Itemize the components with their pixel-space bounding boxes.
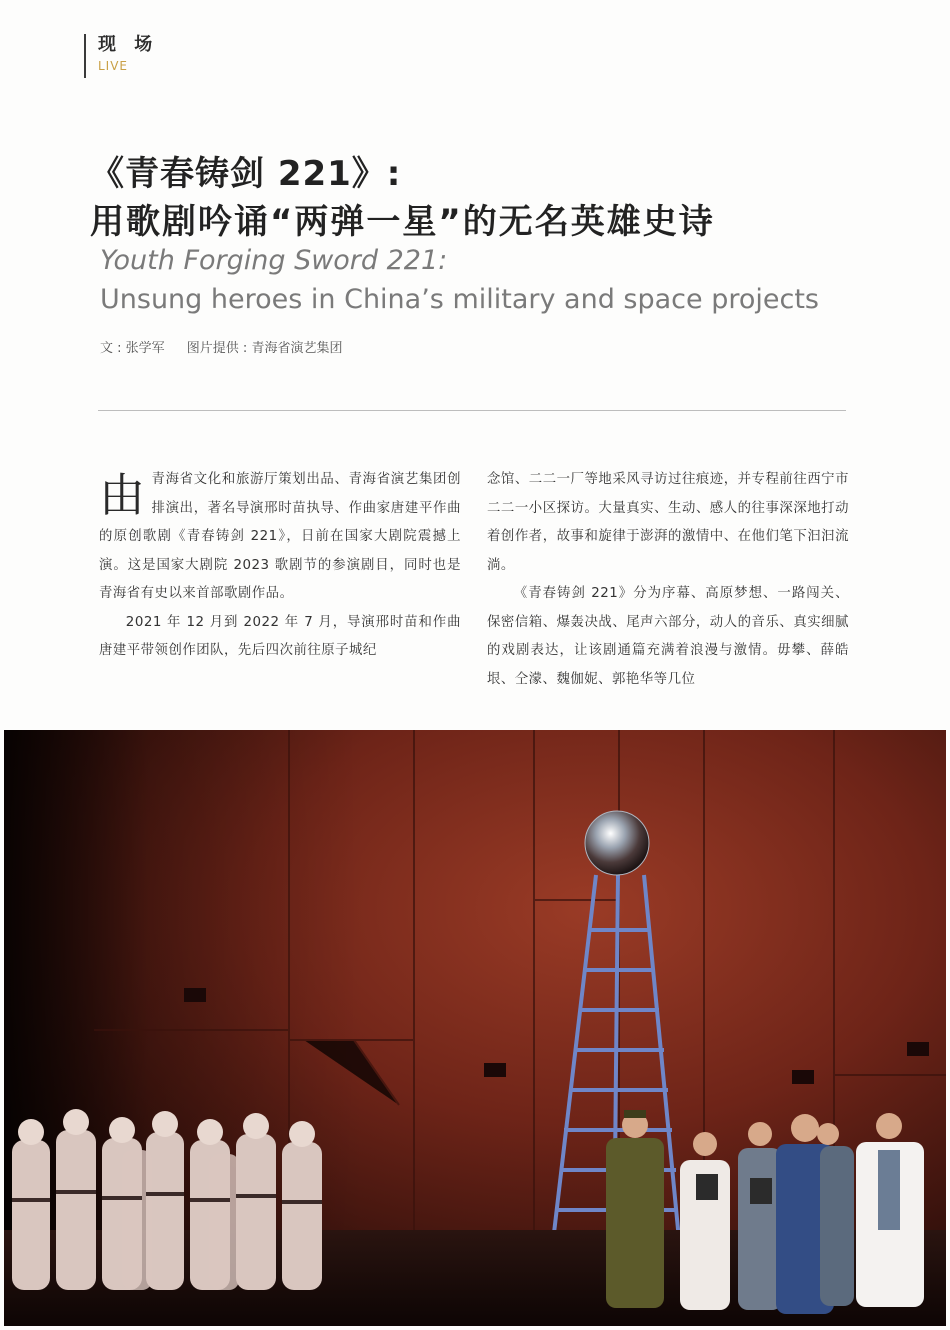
section-label-en: LIVE	[98, 59, 129, 73]
article-subtitle-line-1: Youth Forging Sword 221:	[100, 245, 448, 276]
article-title-line-2: 用歌剧吟诵“两弹一星”的无名英雄史诗	[90, 202, 715, 242]
article-column-right	[487, 466, 849, 694]
article-credits	[100, 337, 342, 356]
paragraph-2: 2021 年 12 月到 2022 年 7 月，导演邢时苗和作曲唐建平带领创作团队，先后四次前往原子城纪	[99, 614, 461, 658]
stage-photo-illustration	[4, 730, 946, 1326]
section-label-zh: 现 场	[98, 34, 159, 55]
paragraph-1-text: 青海省文化和旅游厅策划出品、青海省演艺集团创排演出，著名导演邢时苗执导、作曲家唐建平作曲的原创歌剧《青春铸剑 221》，日前在国家大剧院震撼上演。这是国家大剧院 2023 歌剧节的参演剧目，同时也是青海省有史以来首部歌剧作品。	[99, 472, 461, 601]
paragraph-1	[99, 466, 461, 609]
globe-prop	[585, 811, 649, 875]
photo-credit: 图片提供 : 青海省演艺集团	[186, 341, 343, 356]
stage-photo	[4, 730, 946, 1326]
article-subtitle-line-2: Unsung heroes in China’s military and space projects	[100, 284, 819, 315]
dropcap: 由	[99, 468, 146, 522]
article-title-line-1: 《青春铸剑 221》:	[90, 154, 402, 194]
author-credit: 文 : 张学军	[100, 341, 165, 356]
paragraph-3: 念馆、二二一厂等地采风寻访过往痕迹，并专程前往西宁市二二一小区探访。大量真实、生动、感人的往事深深地打动着创作者，故事和旋律于澎湃的激情中、在他们笔下汩汩流淌。	[487, 472, 849, 573]
paragraph-4: 《青春铸剑 221》分为序幕、高原梦想、一路闯关、保密信箱、爆轰决战、尾声六部分，动人的音乐、真实细腻的戏剧表达，让该剧通篇充满着浪漫与激情。毋攀、薛皓垠、仝濛、魏伽妮、郭艳华等几位	[487, 586, 849, 687]
section-tag	[84, 34, 158, 78]
article-column-left	[99, 466, 461, 666]
divider-line	[98, 410, 846, 411]
